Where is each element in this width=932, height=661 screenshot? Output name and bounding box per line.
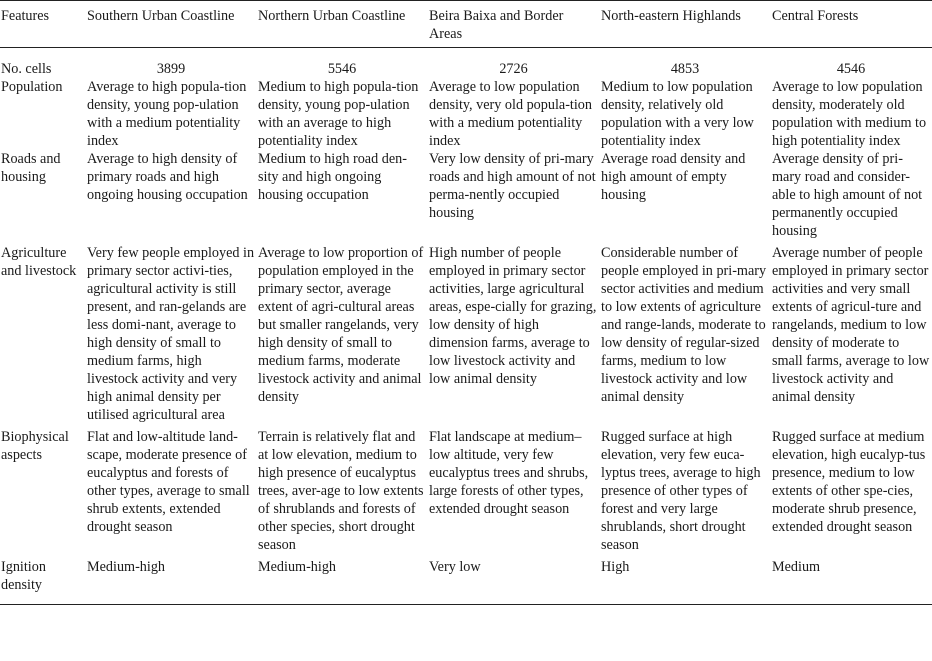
table-cell: Average to low population density, moderately old population with medium to high potentiality index bbox=[772, 79, 927, 149]
table-row bbox=[0, 554, 932, 605]
table-cell: Very few people employed in primary sector activi-ties, agricultural activity is still present, and ran-gelands are less domi-nant, average to high density of small to medium farms, high livestock activity and very high animal density per utilised agricultural area bbox=[87, 245, 255, 423]
table-cell: Average to low proportion of population employed in the primary sector, average extent of agri-cultural areas but smaller rangelands, very high density of small to medium farms, moderate livestock activity and animal density bbox=[258, 245, 424, 405]
table-cell: High number of people employed in primary sector activities, large agricultural areas, espe-cially for grazing, low density of high dimension farms, average to low livestock activity and low animal density bbox=[429, 245, 597, 387]
table-cell: Medium to low population density, relatively old population with a very low potentiality index bbox=[601, 79, 754, 149]
table-cell: Flat and low-altitude land-scape, moderate presence of eucalyptus and forests of other types, average to small shrub extents, extended drought season bbox=[87, 429, 250, 535]
column-header: Features bbox=[0, 1, 86, 48]
row-feature-label: Population bbox=[1, 79, 63, 95]
table-cell: Very low bbox=[428, 554, 600, 605]
table-cell: Very low density of pri-mary roads and high amount of not perma-nently occupied housing bbox=[429, 151, 596, 221]
table-cell: Considerable number of people employed in pri-mary sector activities and medium to low extents of agriculture and range-lands, moderate to low density of regular-sized farms, medium to low livestock activity and low animal density bbox=[601, 245, 767, 405]
table-cell: Rugged surface at high elevation, very few euca-lyptus trees, average to high presence of other types of forest and very large shrublands, short drought season bbox=[601, 429, 761, 553]
table-row bbox=[0, 424, 932, 554]
table-cell: 4853 bbox=[670, 61, 700, 77]
table-cell: Average to low population density, very old popula-tion with a medium potentiality index bbox=[429, 79, 592, 149]
table-cell: Medium bbox=[771, 554, 932, 605]
column-header: North-eastern Highlands bbox=[600, 1, 771, 48]
column-header: Northern Urban Coastline bbox=[257, 1, 428, 48]
table-cell: High bbox=[600, 554, 771, 605]
table-cell: 3899 bbox=[156, 61, 186, 77]
table-cell: Rugged surface at medium elevation, high eucalyp-tus presence, medium to low extents of other spe-cies, moderate shrub presence, extended drought season bbox=[772, 429, 926, 535]
row-feature-label: Ignition density bbox=[0, 554, 86, 605]
table-cell: 4546 bbox=[836, 61, 866, 77]
table-cell: Average to high density of primary roads and high ongoing housing occupation bbox=[87, 151, 248, 203]
table-row bbox=[0, 48, 932, 79]
table-cell: Average density of pri-mary road and consider-able to high amount of not permanently occupied housing bbox=[772, 151, 923, 239]
table-cell: Average road density and high amount of empty housing bbox=[601, 151, 746, 203]
table-cell: 5546 bbox=[327, 61, 357, 77]
column-header: Southern Urban Coastline bbox=[86, 1, 257, 48]
table-header-row bbox=[0, 1, 932, 48]
table-row bbox=[0, 150, 932, 240]
table-cell: 2726 bbox=[499, 61, 528, 77]
table-row bbox=[0, 78, 932, 150]
table-cell: Average number of people employed in primary sector activities and very small extents of agricul-ture and rangelands, medium to low density of moderate to small farms, average to low livestock activity and animal density bbox=[772, 245, 930, 405]
table-cell: Medium to high road den-sity and high ongoing housing occupation bbox=[258, 151, 407, 203]
row-feature-label: Roads and housing bbox=[1, 151, 61, 185]
row-feature-label: No. cells bbox=[1, 61, 52, 77]
table-cell: Medium-high bbox=[257, 554, 428, 605]
table-cell: Medium-high bbox=[86, 554, 257, 605]
row-feature-label: Biophysical aspects bbox=[1, 429, 69, 463]
table-cell: Terrain is relatively flat and at low elevation, medium to high presence of eucalyptus trees, aver-age to low extents of shrublands and forests of other species, short drought season bbox=[258, 429, 424, 553]
table-cell: Average to high popula-tion density, young pop-ulation with a medium potentiality index bbox=[87, 79, 247, 149]
column-header: Central Forests bbox=[771, 1, 932, 48]
row-feature-label: Agriculture and livestock bbox=[1, 245, 77, 279]
column-header: Beira Baixa and Border Areas bbox=[428, 1, 600, 48]
table-cell: Flat landscape at medium–low altitude, very few eucalyptus trees and shrubs, large forests of other types, extended drought season bbox=[429, 429, 589, 517]
table-row bbox=[0, 240, 932, 424]
table-cell: Medium to high popula-tion density, young pop-ulation with an average to high potentiality index bbox=[258, 79, 419, 149]
